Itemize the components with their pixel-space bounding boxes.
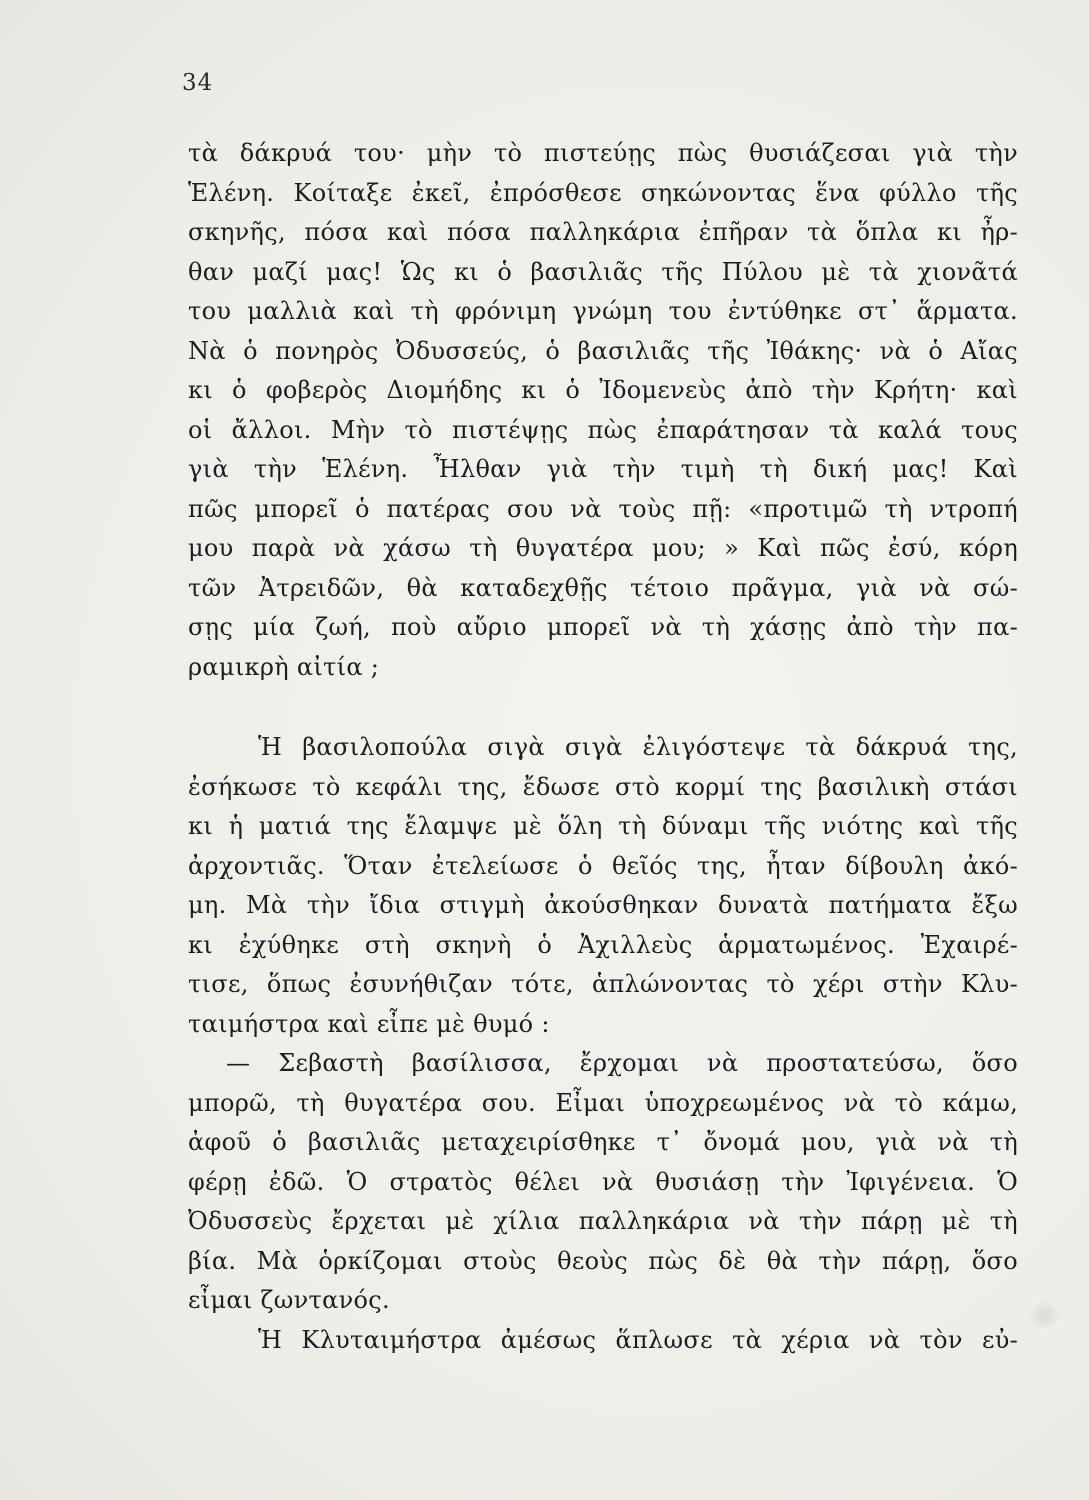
- text-line: κι ἡ ματιά της ἔλαμψε μὲ ὅλη τὴ δύναμι τῆς νιότης καὶ τῆς: [188, 812, 1018, 840]
- text-line: ραμικρὴ αἰτία ;: [188, 652, 380, 681]
- text-line: Ἑλένη. Κοίταξε ἐκεῖ, ἐπρόσθεσε σηκώνοντας ἕνα φύλλο τῆς: [188, 178, 1018, 207]
- text-line: βία. Μὰ ὁρκίζομαι στοὺς θεοὺς πὼς δὲ θὰ τὴν πάρῃ, ὅσο: [188, 1246, 1018, 1275]
- paragraph: [188, 134, 1018, 687]
- text-line: γιὰ τὴν Ἑλένη. Ἦλθαν γιὰ τὴν τιμὴ τὴ δική μας! Καὶ: [188, 455, 1018, 483]
- text-line: τῶν Ἀτρειδῶν, θὰ καταδεχθῇς τέτοιο πρᾶγμα, γιὰ νὰ σώ-: [188, 573, 1018, 602]
- text-line: μη. Μὰ τὴν ἴδια στιγμὴ ἀκούσθηκαν δυνατὰ πατήματα ἔξω: [188, 891, 1018, 919]
- text-line: φέρῃ ἐδῶ. Ὁ στρατὸς θέλει νὰ θυσιάσῃ τὴν Ἰφιγένεια. Ὁ: [188, 1167, 1018, 1196]
- paper-smudge: [1028, 1300, 1062, 1330]
- text-line: εἶμαι ζωντανός.: [188, 1286, 390, 1314]
- text-line: μπορῶ, τὴ θυγατέρα σου. Εἶμαι ὑποχρεωμένος νὰ τὸ κάμω,: [188, 1088, 1018, 1117]
- text-line: θαν μαζί μας! Ὡς κι ὁ βασιλιᾶς τῆς Πύλου μὲ τὰ χιονᾶτά: [188, 257, 1018, 286]
- text-line: ἀφοῦ ὁ βασιλιᾶς μεταχειρίσθηκε τ᾽ ὄνομά μου, γιὰ νὰ τὴ: [188, 1128, 1018, 1156]
- text-line: τισε, ὅπως ἐσυνήθιζαν τότε, ἁπλώνοντας τὸ χέρι στὴν Κλυ-: [188, 970, 1018, 998]
- paragraph: [188, 1321, 1018, 1361]
- text-line: Ἡ Κλυταιμήστρα ἀμέσως ἅπλωσε τὰ χέρια νὰ τὸν εὐ-: [258, 1325, 1018, 1354]
- text-line: ταιμήστρα καὶ εἶπε μὲ θυμό :: [188, 1009, 550, 1038]
- text-line: πῶς μπορεῖ ὁ πατέρας σου νὰ τοὺς πῇ: «προτιμῶ τὴ ντροπή: [188, 494, 1018, 523]
- text-line: ἀρχοντιᾶς. Ὅταν ἐτελείωσε ὁ θεῖός της, ἦταν δίβουλη ἀκό-: [188, 851, 1018, 880]
- text-line: — Σεβαστὴ βασίλισσα, ἔρχομαι νὰ προστατεύσω, ὅσο: [226, 1049, 1018, 1077]
- paragraph: [188, 728, 1018, 1044]
- text-line: Ὀδυσσεὺς ἔρχεται μὲ χίλια παλληκάρια νὰ τὴν πάρῃ μὲ τὴ: [188, 1207, 1018, 1235]
- text-line: τὰ δάκρυά του· μὴν τὸ πιστεύῃς πὼς θυσιάζεσαι γιὰ τὴν: [188, 139, 1018, 167]
- text-line: κι ὁ φοβερὸς Διομήδης κι ὁ Ἰδομενεὺς ἀπὸ τὴν Κρήτη· καὶ: [188, 376, 1018, 404]
- text-line: ἐσήκωσε τὸ κεφάλι της, ἔδωσε στὸ κορμί της βασιλικὴ στάσι: [188, 772, 1018, 801]
- text-line: Νὰ ὁ πονηρὸς Ὀδυσσεύς, ὁ βασιλιᾶς τῆς Ἰθάκης· νὰ ὁ Αἴας: [188, 336, 1018, 365]
- text-line: οἱ ἄλλοι. Μὴν τὸ πιστέψῃς πὼς ἐπαράτησαν τὰ καλά τους: [188, 415, 1018, 444]
- text-line: μου παρὰ νὰ χάσω τὴ θυγατέρα μου; » Καὶ πῶς ἐσύ, κόρη: [188, 534, 1018, 562]
- paragraph: [188, 1044, 1018, 1321]
- text-line: Ἡ βασιλοπούλα σιγὰ σιγὰ ἐλιγόστεψε τὰ δάκρυά της,: [258, 733, 1018, 761]
- text-line: του μαλλιὰ καὶ τὴ φρόνιμη γνώμη του ἐντύθηκε στ᾽ ἅρματα.: [188, 297, 1018, 325]
- text-line: σκηνῆς, πόσα καὶ πόσα παλληκάρια ἐπῆραν τὰ ὅπλα κι ἦρ-: [188, 218, 1018, 246]
- text-line: κι ἐχύθηκε στὴ σκηνὴ ὁ Ἀχιλλεὺς ἁρματωμένος. Ἐχαιρέ-: [188, 930, 1018, 959]
- paragraph-gap: [188, 687, 1018, 728]
- body-text: [188, 134, 1018, 1360]
- text-line: σῃς μία ζωή, ποὺ αὔριο μπορεῖ νὰ τὴ χάσῃς ἀπὸ τὴν πα-: [188, 613, 1018, 641]
- page-number: 34: [182, 70, 214, 96]
